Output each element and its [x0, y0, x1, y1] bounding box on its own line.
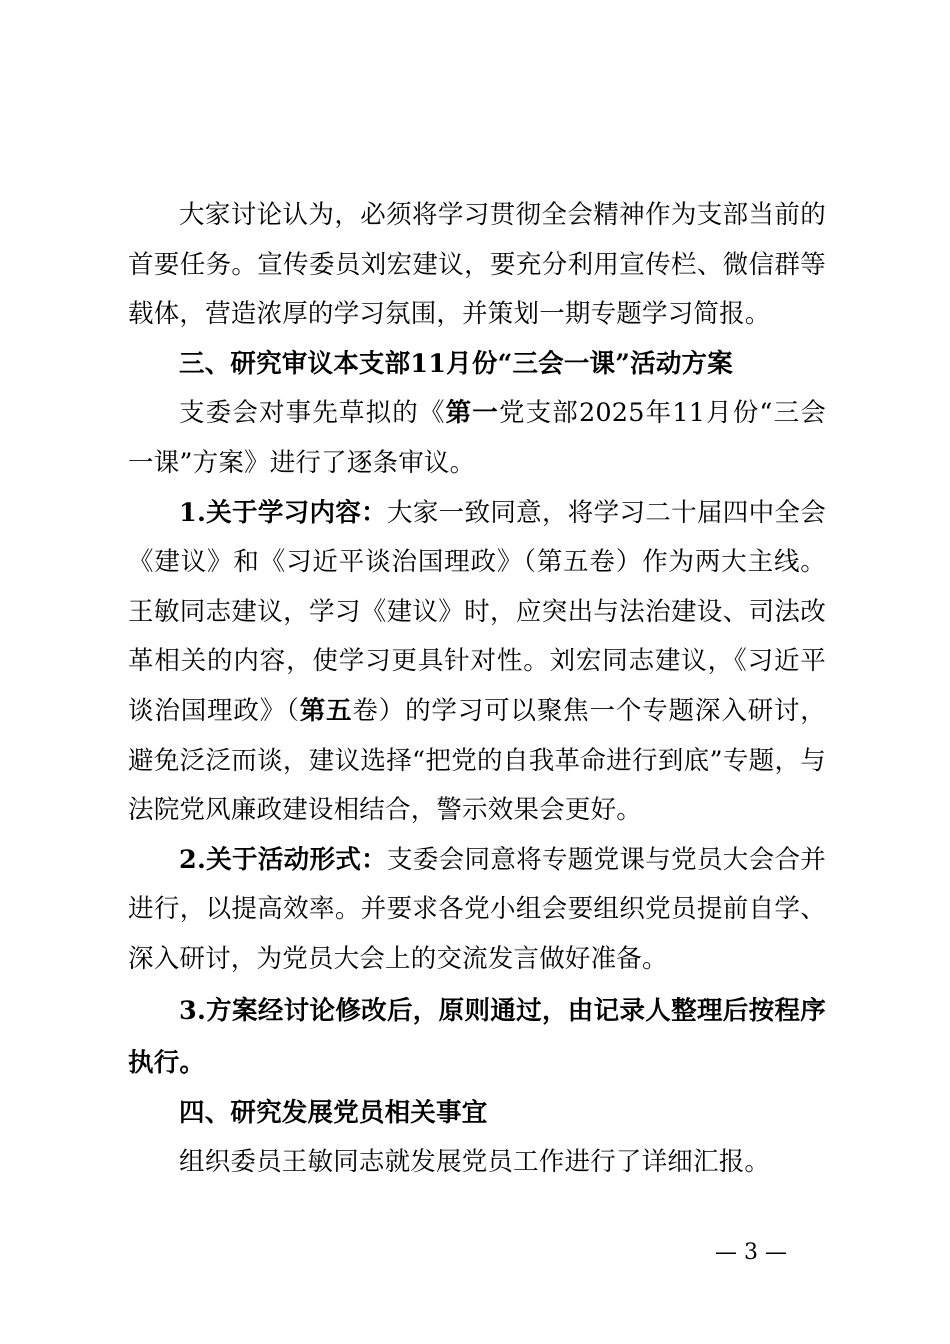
plan-review-text-a: 支委会对事先草拟的《	[179, 398, 446, 429]
plan-review-text-c: 党支部2025年11月份“三会一课”方案》进行了逐条审议。	[128, 398, 826, 478]
section-heading-4: 四、研究发展党员相关事宜	[179, 1097, 488, 1128]
paragraph-report: 组织委员王敏同志就发展党员工作进行了详细汇报。	[179, 1147, 771, 1178]
paragraph-item-3: 3.方案经讨论修改后，原则通过，由记录人整理后按程序执行。	[128, 995, 826, 1078]
paragraph-item-1	[128, 489, 826, 836]
item-1-body-bold: 第五	[299, 695, 353, 726]
item-1-body-a: 大家一致同意，将学习二十届四中全会《建议》和《习近平谈治国理政》（第五卷）作为两大主线。王敏同志建议，学习《建议》时，应突出与法治建设、司法改革相关的内容，使学习更具针对性。刘宏同志建议，《习近平谈治国理政》（	[128, 497, 826, 726]
section-heading-3: 三、研究审议本支部11月份“三会一课”活动方案	[179, 348, 733, 379]
page-number: — 3 —	[715, 1240, 787, 1265]
paragraph-plan-review	[128, 389, 826, 488]
item-2-heading: 2.关于活动形式：	[179, 844, 387, 875]
item-2-body: 支委会同意将专题党课与党员大会合并进行，以提高效率。并要求各党小组会要组织党员提前自学、深入研讨，为党员大会上的交流发言做好准备。	[128, 844, 826, 974]
paragraph-discussion: 大家讨论认为，必须将学习贯彻全会精神作为支部当前的首要任务。宣传委员刘宏建议，要充分利用宣传栏、微信群等载体，营造浓厚的学习氛围，并策划一期专题学习简报。	[128, 200, 826, 330]
plan-review-text-bold: 第一	[445, 398, 499, 429]
document-body	[128, 191, 826, 1188]
item-1-body-c: 卷）的学习可以聚焦一个专题深入研讨，避免泛泛而谈，建议选择“把党的自我革命进行到底”专题，与法院党风廉政建设相结合，警示效果会更好。	[128, 695, 826, 826]
paragraph-item-2	[128, 836, 826, 985]
item-1-heading: 1.关于学习内容：	[179, 497, 387, 528]
